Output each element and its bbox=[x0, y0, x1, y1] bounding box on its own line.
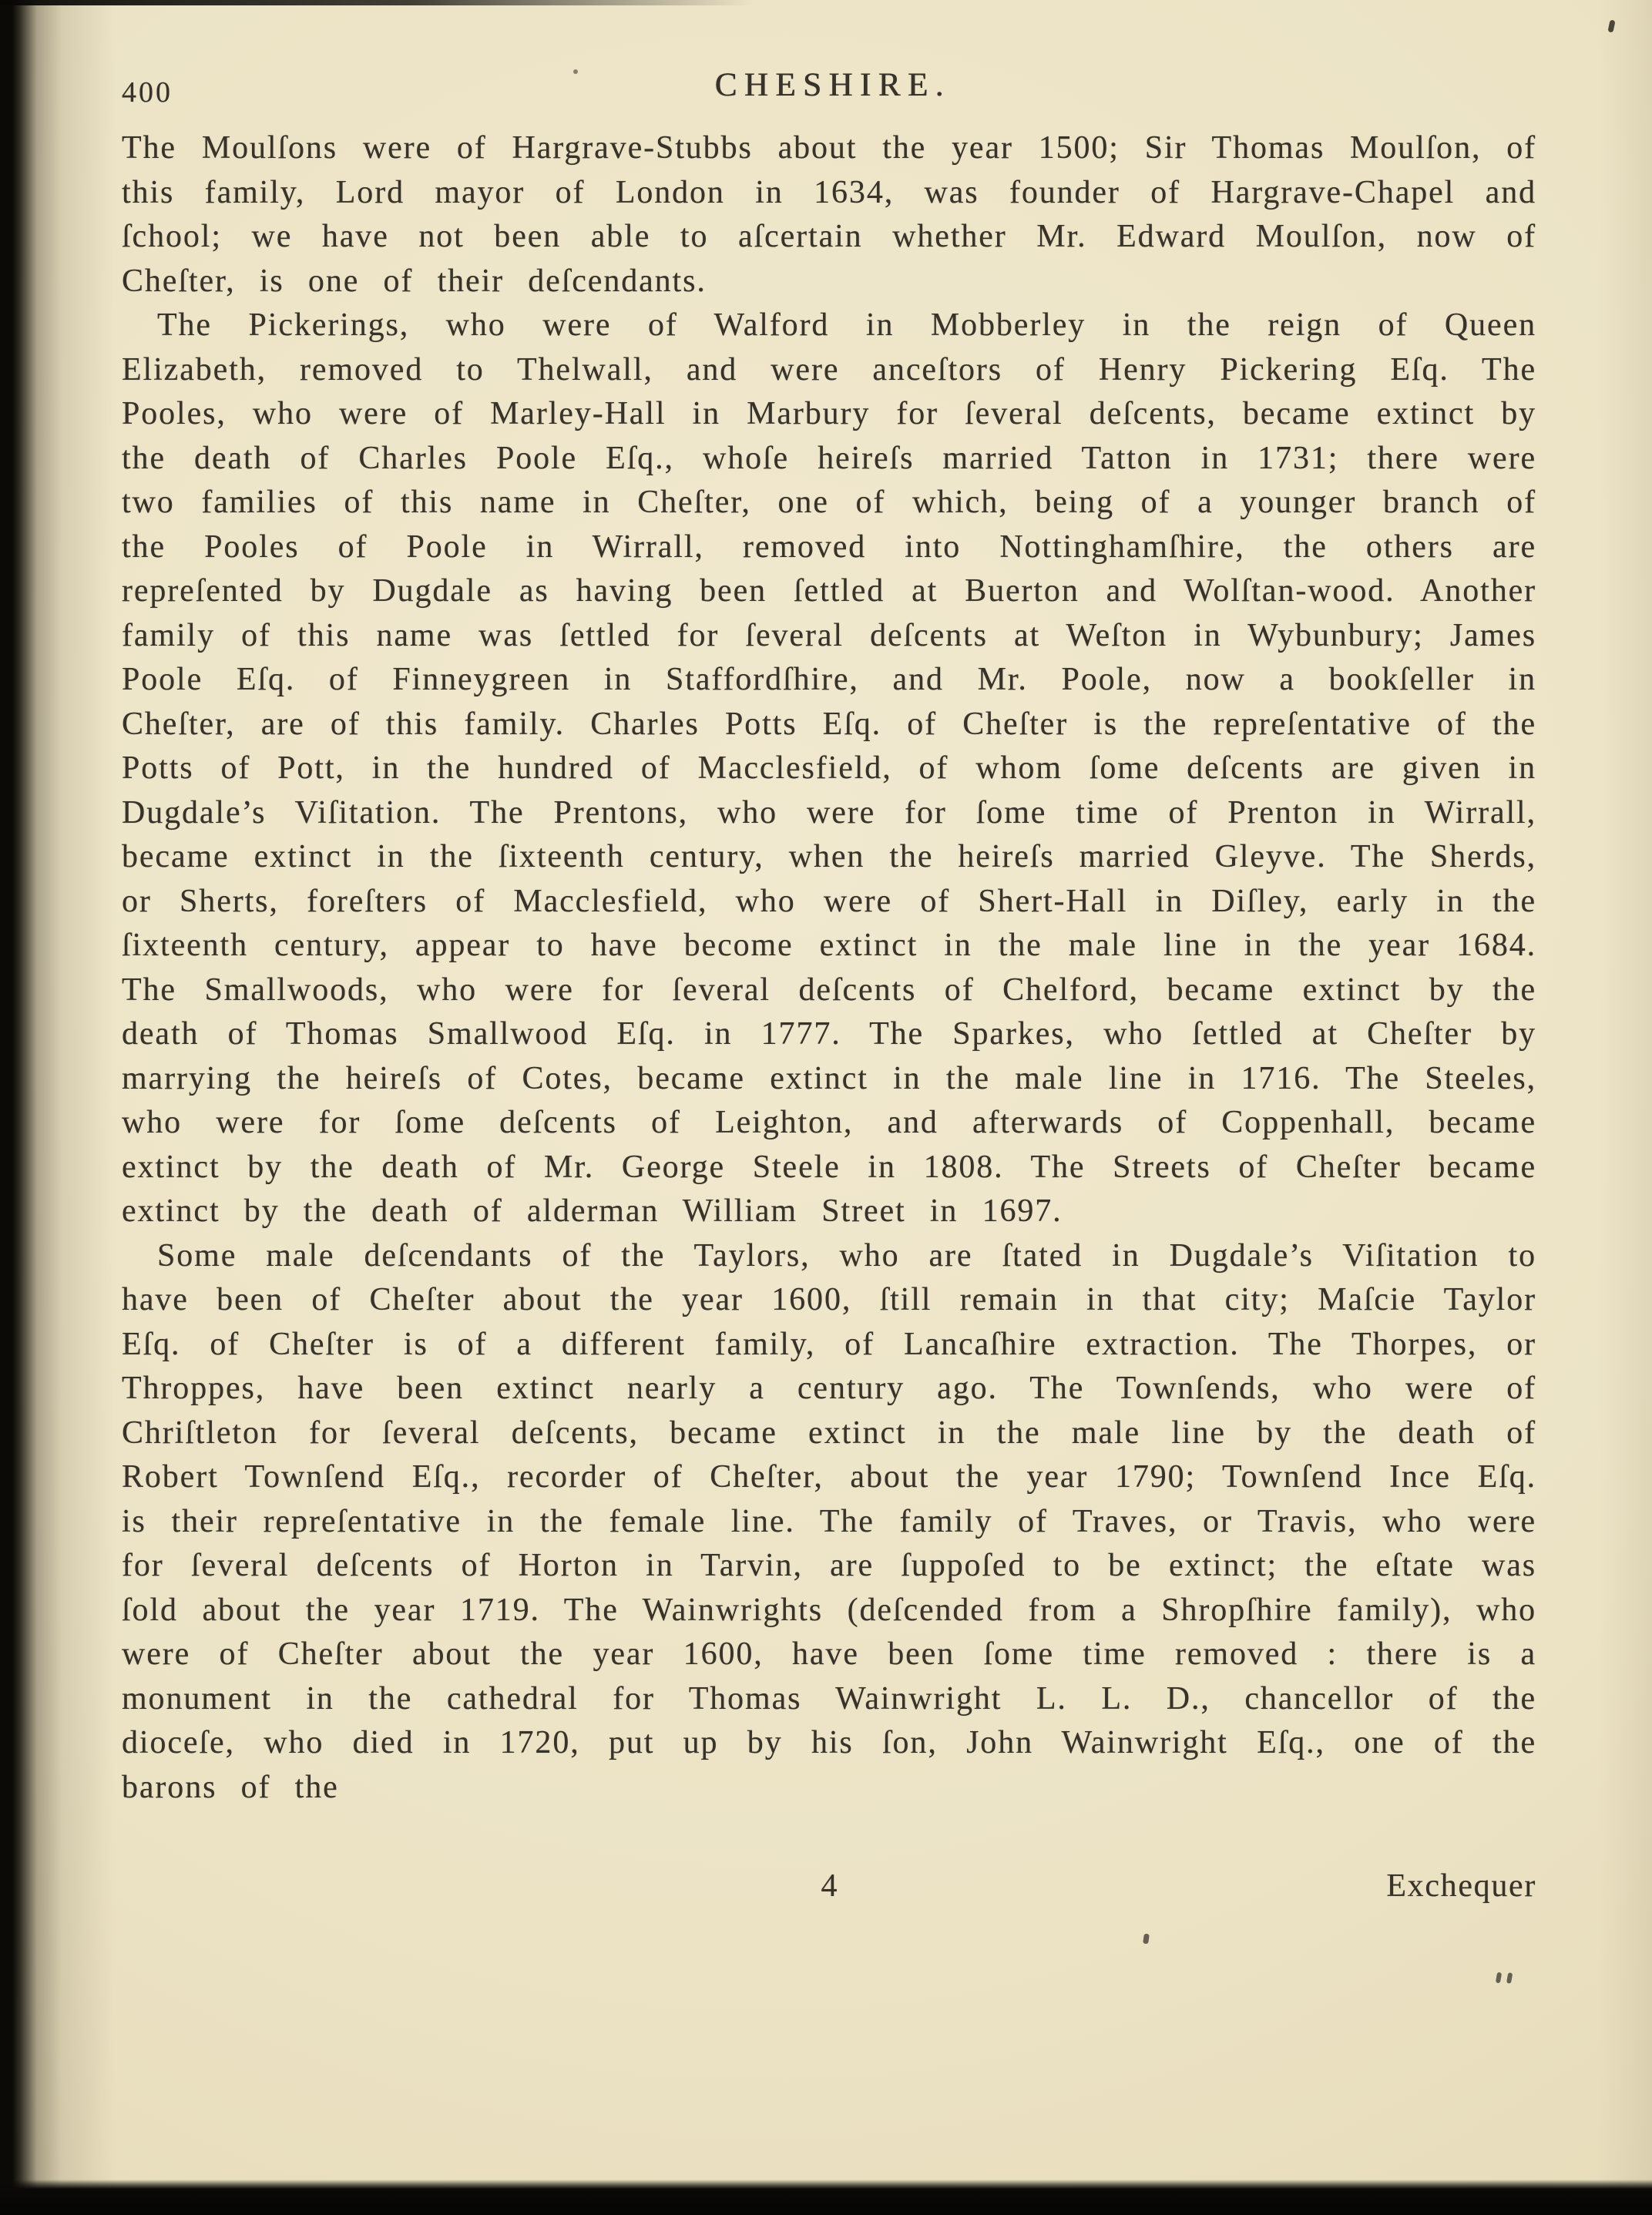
page-footer bbox=[122, 1868, 1536, 1914]
page-header bbox=[122, 66, 1536, 111]
scan-speck bbox=[1607, 19, 1615, 32]
paragraph: The Pickerings, who were of Walford in Mobberley in the reign of Queen Elizabeth, removed to Thelwall, and were anceſtors of Henry Pickering Eſq. The Pooles, who were of Marley-Hall in Marbury for ſeveral deſcents, became extinct by the death of Charles Poole Eſq., whoſe heireſs married Tatton in 1731; there were two families of this name in Cheſter, one of which, being of a younger branch of the Pooles of Poole in Wirrall, removed into Nottinghamſhire, the others are repreſented by Dugdale as having been ſettled at Buerton and Wolſtan-wood. Another family of this name was ſettled for ſeveral deſcents at Weſton in Wybunbury; James Poole Eſq. of Finneygreen in Staffordſhire, and Mr. Poole, now a bookſeller in Cheſter, are of this family. Charles Potts Eſq. of Cheſter is the repreſentative of the Potts of Pott, in the hundred of Macclesfield, of whom ſome deſcents are given in Dugdale’s Viſitation. The Prentons, who were for ſome time of Prenton in Wirrall, became extinct in the ſixteenth century, when the heireſs married Gleyve. The Sherds, or Sherts, foreſters of Macclesfield, who were of Shert-Hall in Diſley, early in the ſixteenth century, appear to have become extinct in the male line in the year 1684. The Smallwoods, who were for ſeveral deſcents of Chelford, became extinct by the death of Thomas Smallwood Eſq. in 1777. The Sparkes, who ſettled at Cheſter by marrying the heireſs of Cotes, became extinct in the male line in 1716. The Steeles, who were for ſome deſcents of Leighton, and afterwards of Coppenhall, became extinct by the death of Mr. George Steele in 1808. The Streets of Cheſter became extinct by the death of alderman William Street in 1697. bbox=[122, 307, 1536, 1229]
catchword: Exchequer bbox=[1386, 1868, 1536, 1904]
binding-gutter-shadow bbox=[0, 0, 116, 2215]
paragraph: The Moulſons were of Hargrave-Stubbs about the year 1500; Sir Thomas Moulſon, of this family, Lord mayor of London in 1634, was founder of Hargrave-Chapel and ſchool; we have not been able to aſcertain whether Mr. Edward Moulſon, now of Cheſter, is one of their deſcendants. bbox=[122, 130, 1536, 299]
running-title: CHESHIRE. bbox=[714, 67, 951, 103]
signature-mark: 4 bbox=[821, 1868, 838, 1904]
book-page bbox=[122, 0, 1536, 2215]
paragraph: Some male deſcendants of the Taylors, who are ſtated in Dugdale’s Viſitation to have been of Cheſter about the year 1600, ſtill remain in that city; Maſcie Taylor Eſq. of Cheſter is of a different family, of Lancaſhire extraction. The Thorpes, or Throppes, have been extinct nearly a century ago. The Townſends, who were of Chriſtleton for ſeveral deſcents, became extinct in the male line by the death of Robert Townſend Eſq., recorder of Cheſter, about the year 1790; Townſend Ince Eſq. is their repreſentative in the female line. The family of Traves, or Travis, who were for ſeveral deſcents of Horton in Tarvin, are ſuppoſed to be extinct; the eſtate was ſold about the year 1719. The Wainwrights (deſcended from a Shropſhire family), who were of Cheſter about the year 1600, have been ſome time removed : there is a monument in the cathedral for Thomas Wainwright L. L. D., chancellor of the dioceſe, who died in 1720, put up by his ſon, John Wainwright Eſq., one of the barons of the bbox=[122, 1237, 1536, 1805]
text-block bbox=[122, 126, 1536, 1810]
page-number: 400 bbox=[122, 76, 173, 109]
